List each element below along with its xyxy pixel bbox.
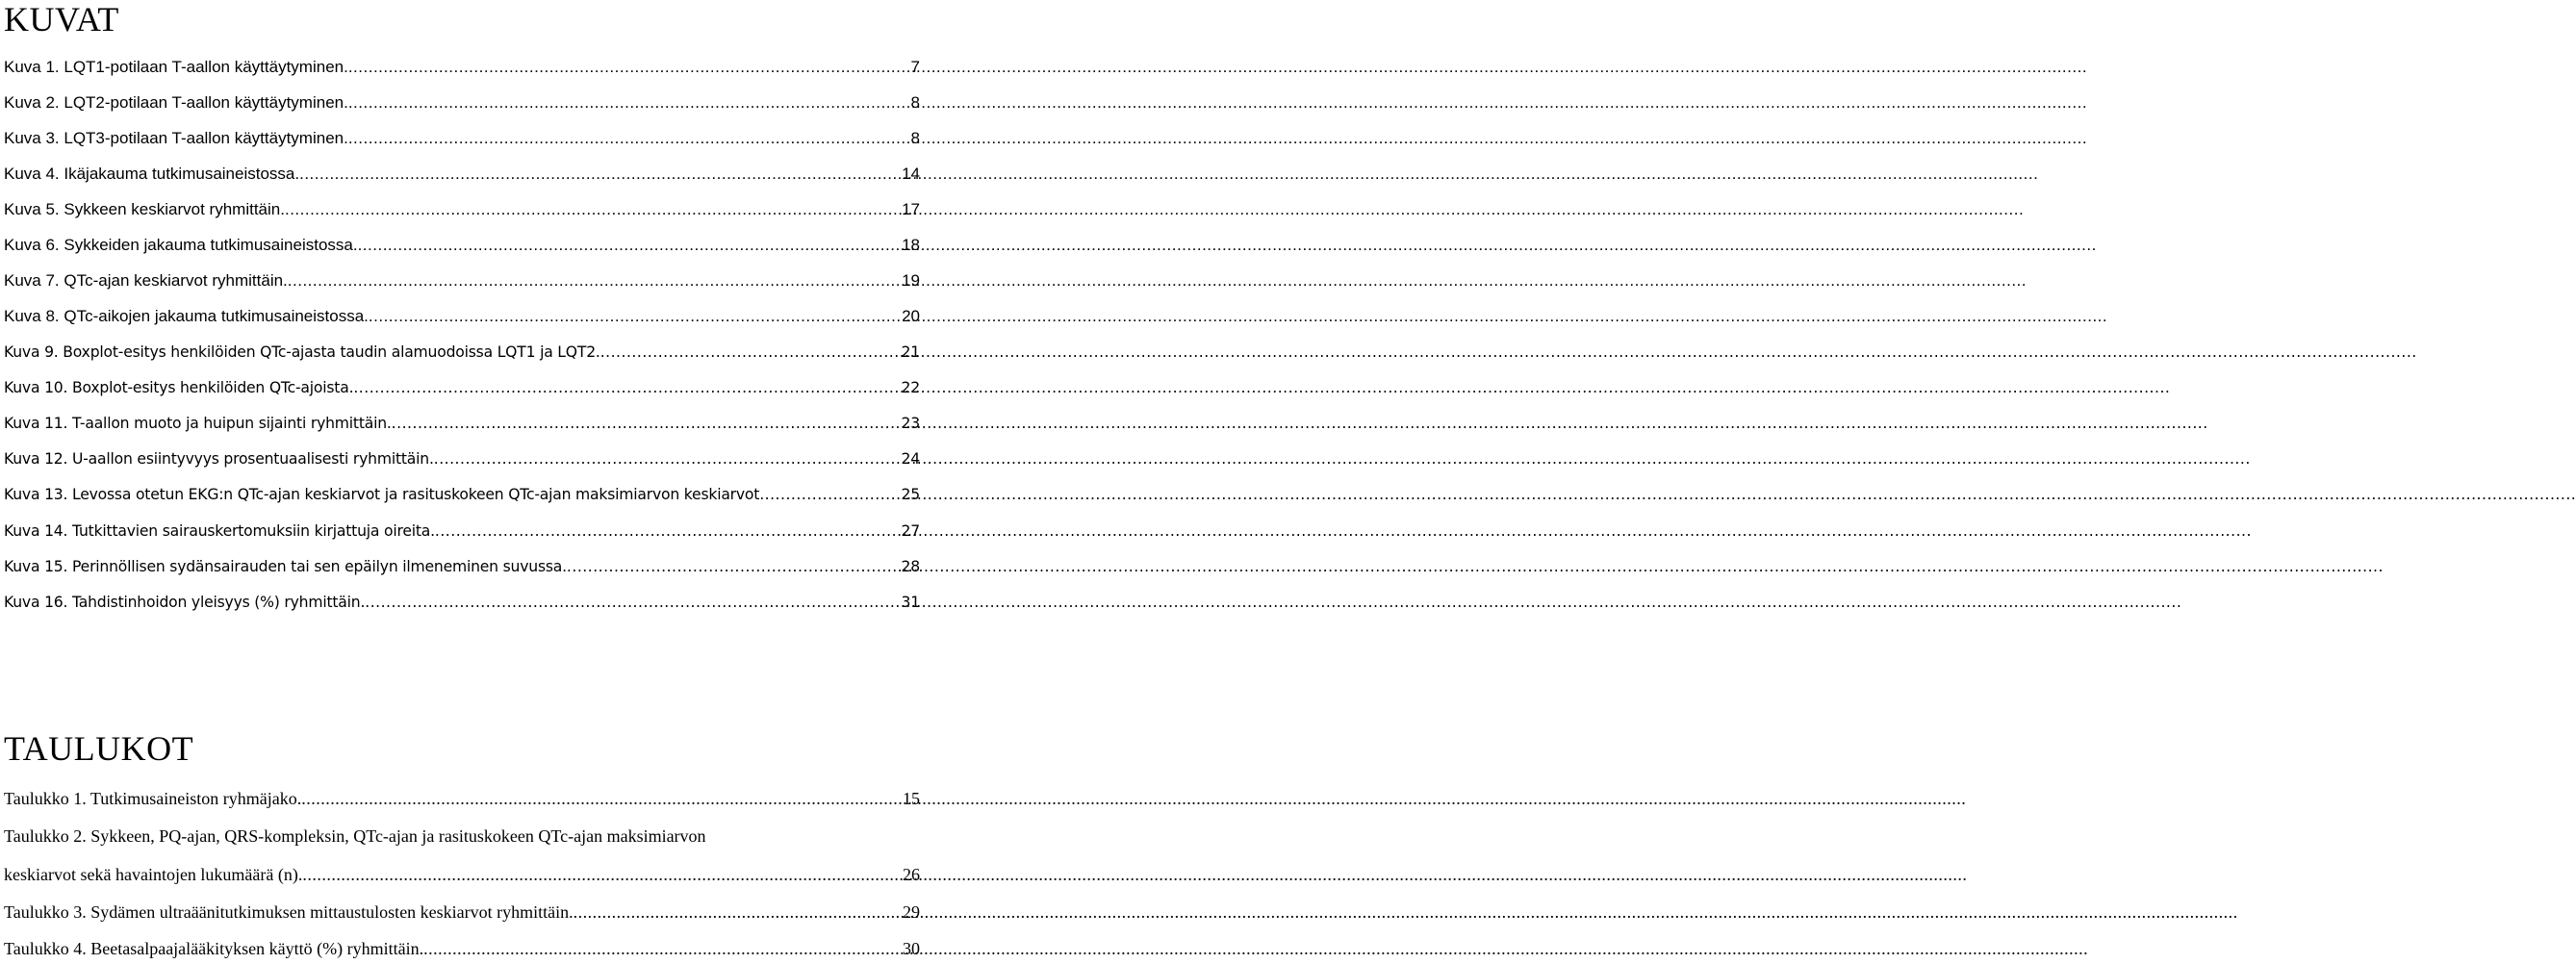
- toc-entry-page: 14: [902, 165, 920, 183]
- toc-entry-page: 23: [901, 415, 920, 432]
- dot-leader: [301, 789, 901, 809]
- toc-entry-title: Kuva 6. Sykkeiden jakauma tutkimusaineistossa.: [4, 236, 358, 254]
- toc-entry-title: Kuva 15. Perinnöllisen sydänsairauden tai sen epäilyn ilmeneminen suvussa.: [4, 558, 567, 575]
- toc-entry[interactable]: [4, 594, 920, 611]
- toc-entry[interactable]: [4, 307, 920, 326]
- dot-leader: [574, 902, 901, 923]
- toc-entry[interactable]: [4, 200, 920, 219]
- toc-entry[interactable]: [4, 165, 920, 184]
- toc-entry-title: Taulukko 1. Tutkimusaineiston ryhmäjako.: [4, 789, 302, 808]
- dot-leader: [358, 236, 901, 255]
- dot-leader: [302, 865, 901, 885]
- dot-leader: [365, 594, 899, 611]
- toc-entry[interactable]: [4, 236, 920, 255]
- toc-entry-title: Kuva 5. Sykkeen keskiarvot ryhmittäin.: [4, 200, 285, 218]
- toc-entry[interactable]: [4, 450, 920, 468]
- toc-entry-page: 20: [902, 307, 920, 325]
- toc-entry-page: 17: [902, 200, 920, 218]
- toc-entry-title: keskiarvot sekä havaintojen lukumäärä (n).: [4, 865, 303, 884]
- toc-entry-title: Taulukko 3. Sydämen ultraäänitutkimuksen mittaustulosten keskiarvot ryhmittäin.: [4, 902, 574, 922]
- dot-leader: [435, 522, 900, 540]
- section-heading-taulukot: TAULUKOT: [4, 729, 194, 768]
- toc-entry-page: 18: [902, 236, 920, 254]
- toc-entry[interactable]: [4, 415, 920, 432]
- toc-entry-title: Taulukko 4. Beetasalpaajalääkityksen käyttö (%) ryhmittäin.: [4, 939, 424, 958]
- toc-entry[interactable]: [4, 558, 920, 575]
- toc-entry-page: 30: [903, 939, 920, 958]
- toc-entry-page: 21: [901, 343, 920, 361]
- toc-entry[interactable]: [4, 902, 920, 923]
- toc-entry-title: Kuva 1. LQT1-potilaan T-aallon käyttäytyminen.: [4, 58, 348, 76]
- toc-entry[interactable]: [4, 343, 920, 361]
- toc-entry-page: 26: [903, 865, 920, 884]
- toc-entry-title: Kuva 7. QTc-ajan keskiarvot ryhmittäin.: [4, 271, 288, 290]
- toc-entry-title: Kuva 14. Tutkittavien sairauskertomuksiin kirjattuja oireita.: [4, 522, 435, 540]
- dot-leader: [348, 58, 909, 77]
- toc-entry-title-line1[interactable]: Taulukko 2. Sykkeen, PQ-ajan, QRS-kompleksin, QTc-ajan ja rasituskokeen QTc-ajan maksimiarvon: [4, 826, 706, 846]
- toc-entry-title: Kuva 3. LQT3-potilaan T-aallon käyttäytyminen.: [4, 129, 348, 147]
- dot-leader: [434, 450, 900, 468]
- toc-entry-page: 27: [901, 522, 920, 540]
- toc-entry-page: 31: [901, 594, 920, 611]
- toc-entry-page: 8: [910, 93, 920, 112]
- dot-leader: [369, 307, 900, 326]
- toc-entry-page: 28: [901, 558, 920, 575]
- toc-entry-title: Kuva 11. T-aallon muoto ja huipun sijainti ryhmittäin.: [4, 415, 392, 432]
- dot-leader: [759, 486, 899, 503]
- toc-entry-title: Kuva 12. U-aallon esiintyvyys prosentuaalisesti ryhmittäin.: [4, 450, 434, 468]
- dot-leader: [348, 129, 909, 148]
- toc-entry[interactable]: [4, 93, 920, 113]
- toc-entry-page: 25: [901, 486, 920, 503]
- dot-leader: [353, 379, 899, 396]
- dot-leader: [285, 200, 900, 219]
- toc-entry-title: Kuva 16. Tahdistinhoidon yleisyys (%) ryhmittäin.: [4, 594, 366, 611]
- toc-entry-page: 24: [901, 450, 920, 468]
- toc-entry[interactable]: [4, 58, 920, 77]
- toc-entry[interactable]: [4, 789, 920, 809]
- dot-leader: [423, 939, 901, 959]
- dot-leader: [600, 343, 900, 361]
- dot-leader: [348, 93, 909, 113]
- toc-entry-title: Kuva 4. Ikäjakauma tutkimusaineistossa.: [4, 165, 300, 183]
- toc-entry[interactable]: [4, 271, 920, 291]
- toc-entry-title: Kuva 2. LQT2-potilaan T-aallon käyttäytyminen.: [4, 93, 348, 112]
- toc-entry-page: 8: [910, 129, 920, 147]
- toc-entry-title: Kuva 8. QTc-aikojen jakauma tutkimusaineistossa.: [4, 307, 369, 325]
- toc-entry[interactable]: [4, 486, 920, 503]
- toc-entry[interactable]: [4, 379, 920, 396]
- toc-entry-title: Kuva 13. Levossa otetun EKG:n QTc-ajan keskiarvot ja rasituskokeen QTc-ajan maksimiarvon keskiarvot: [4, 486, 760, 503]
- toc-entry[interactable]: [4, 522, 920, 540]
- toc-entry-page: 15: [903, 789, 920, 808]
- toc-entry-page: 22: [901, 379, 920, 396]
- toc-entry[interactable]: [4, 939, 920, 959]
- toc-entry-page: 7: [910, 58, 920, 76]
- toc-entry[interactable]: [4, 129, 920, 148]
- toc-entry[interactable]: [4, 865, 920, 885]
- toc-entry-page: 19: [902, 271, 920, 290]
- dot-leader: [299, 165, 900, 184]
- dot-leader: [288, 271, 900, 291]
- dot-leader: [567, 558, 900, 575]
- toc-entry-title: Kuva 9. Boxplot-esitys henkilöiden QTc-ajasta taudin alamuodoissa LQT1 ja LQT2.: [4, 343, 600, 361]
- toc-entry-title: Kuva 10. Boxplot-esitys henkilöiden QTc-ajoista.: [4, 379, 354, 396]
- section-heading-kuvat: KUVAT: [4, 0, 119, 38]
- toc-entry-page: 29: [903, 902, 920, 922]
- dot-leader: [392, 415, 900, 432]
